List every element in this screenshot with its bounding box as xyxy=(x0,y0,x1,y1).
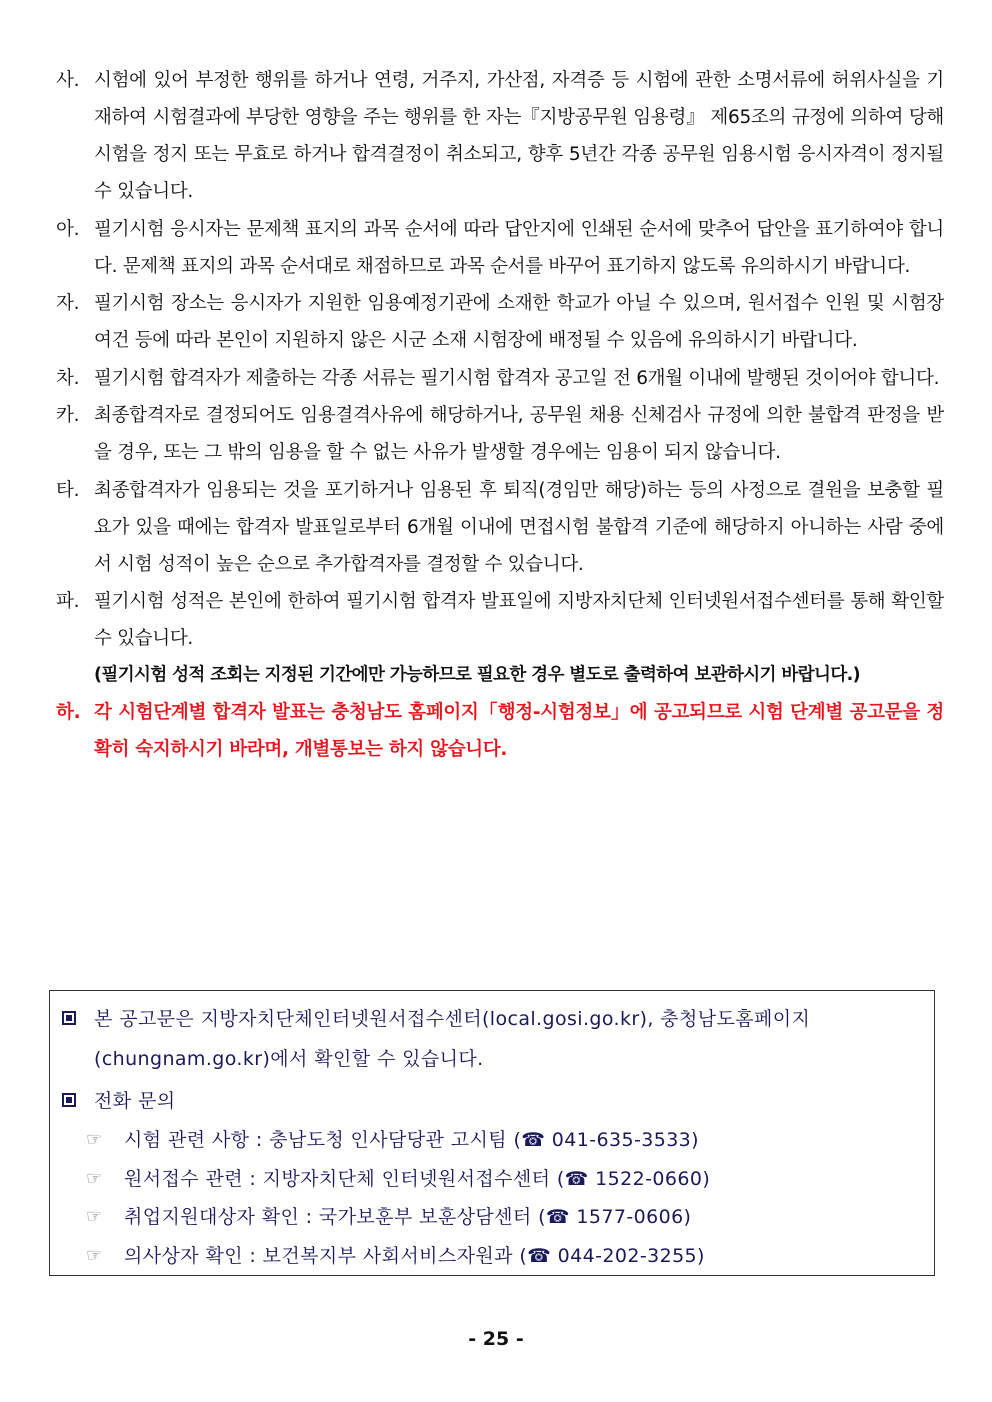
item-text: 필기시험 성적은 본인에 한하여 필기시험 합격자 발표일에 지방자치단체 인터넷원서접수센터를 통해 확인할 수 있습니다. xyxy=(94,591,944,649)
notice-text: 본 공고문은 지방자치단체인터넷원서접수센터(local.gosi.go.kr), 충청남도홈페이지(chungnam.go.kr)에서 확인할 수 있습니다. xyxy=(94,1008,811,1070)
contact-line xyxy=(62,1121,924,1160)
item-text: 최종합격자가 임용되는 것을 포기하거나 임용된 후 퇴직(경임만 해당)하는 등의 사정으로 결원을 보충할 필요가 있을 때에는 합격자 발표일로부터 6개월 이내에 면접시험 불합격 기준에 해당하지 아니하는 사람 중에서 시험 성적이 높은 순으로 추가합격자를 결정할 수 있습니다. xyxy=(94,479,944,575)
contact-text: 의사상자 확인 : 보건복지부 사회서비스자원과 (☎ 044-202-3255) xyxy=(124,1244,705,1267)
notice-item xyxy=(56,472,944,583)
score-note: (필기시험 성적 조회는 지정된 기간에만 가능하므로 필요한 경우 별도로 출력하여 보관하시기 바랍니다.) xyxy=(94,665,861,685)
item-text: 필기시험 장소는 응시자가 지원한 임용예정기관에 소재한 학교가 아닐 수 있으며, 원서접수 인원 및 시험장 여건 등에 따라 본인이 지원하지 않은 시군 소재 시험장에 배정될 수 있음에 유의하시기 바랍니다. xyxy=(94,293,944,351)
item-marker: 파. xyxy=(56,591,80,612)
announcement-item xyxy=(56,694,944,768)
phone-heading: 전화 문의 xyxy=(94,1090,176,1112)
item-marker: 카. xyxy=(56,405,80,426)
item-text: 필기시험 응시자는 문제책 표지의 과목 순서에 따라 답안지에 인쇄된 순서에 맞추어 답안을 표기하여야 합니다. 문제책 표지의 과목 순서대로 채점하므로 과목 순서를 바꾸어 표기하지 않도록 유의하시기 바랍니다. xyxy=(94,218,944,277)
info-box xyxy=(49,990,935,1276)
contact-line xyxy=(62,1198,924,1237)
item-marker: 자. xyxy=(56,293,80,314)
notice-item xyxy=(56,397,944,471)
item-text: 시험에 있어 부정한 행위를 하거나 연령, 거주지, 가산점, 자격증 등 시험에 관한 소명서류에 허위사실을 기재하여 시험결과에 부당한 영향을 주는 행위를 한 자는『지방공무원 임용령』 제65조의 규정에 의하여 당해 시험을 정지 또는 무효로 하거나 합격결정이 취소되고, 향후 5년간 각종 공무원 임용시험 응시자격이 정지될 수 있습니다. xyxy=(94,70,944,202)
contact-text: 취업지원대상자 확인 : 국가보훈부 보훈상담센터 (☎ 1577-0606) xyxy=(124,1206,692,1228)
pointing-hand-icon: ☞ xyxy=(86,1167,103,1189)
item-marker: 아. xyxy=(56,218,80,240)
notice-item xyxy=(56,583,944,657)
item-marker: 타. xyxy=(56,479,80,501)
pointing-hand-icon: ☞ xyxy=(86,1129,103,1150)
pointing-hand-icon: ☞ xyxy=(86,1206,103,1227)
square-bullet-icon xyxy=(62,1011,76,1025)
item-marker: 사. xyxy=(56,70,80,91)
item-text: 각 시험단계별 합격자 발표는 충청남도 홈페이지「행정-시험정보」에 공고되므로 시험 단계별 공고문을 정확히 숙지하시기 바라며, 개별통보는 하지 않습니다. xyxy=(94,702,944,760)
contact-text: 시험 관련 사항 : 충남도청 인사담당관 고시팀 (☎ 041-635-3533) xyxy=(124,1129,699,1151)
item-text: 필기시험 합격자가 제출하는 각종 서류는 필기시험 합격자 공고일 전 6개월 이내에 발행된 것이어야 합니다. xyxy=(94,367,940,389)
item-marker: 하. xyxy=(56,702,81,723)
notice-item xyxy=(56,285,944,359)
notice-section xyxy=(62,999,924,1079)
contact-line xyxy=(62,1160,924,1199)
contact-text: 원서접수 관련 : 지방자치단체 인터넷원서접수센터 (☎ 1522-0660) xyxy=(124,1167,711,1190)
notice-item xyxy=(56,62,944,210)
notice-item xyxy=(56,360,944,397)
item-text: 최종합격자로 결정되어도 임용결격사유에 해당하거나, 공무원 채용 신체검사 규정에 의한 불합격 판정을 받을 경우, 또는 그 밖의 임용을 할 수 없는 사유가 발생할 경우에는 임용이 되지 않습니다. xyxy=(94,405,944,463)
notice-items xyxy=(56,62,944,768)
phone-section xyxy=(62,1081,924,1121)
square-bullet-icon xyxy=(62,1093,76,1107)
notice-item xyxy=(56,211,944,285)
contact-line xyxy=(62,1237,924,1276)
pointing-hand-icon: ☞ xyxy=(86,1244,103,1266)
item-marker: 차. xyxy=(56,367,80,389)
page-number: - 25 - xyxy=(468,1328,524,1350)
